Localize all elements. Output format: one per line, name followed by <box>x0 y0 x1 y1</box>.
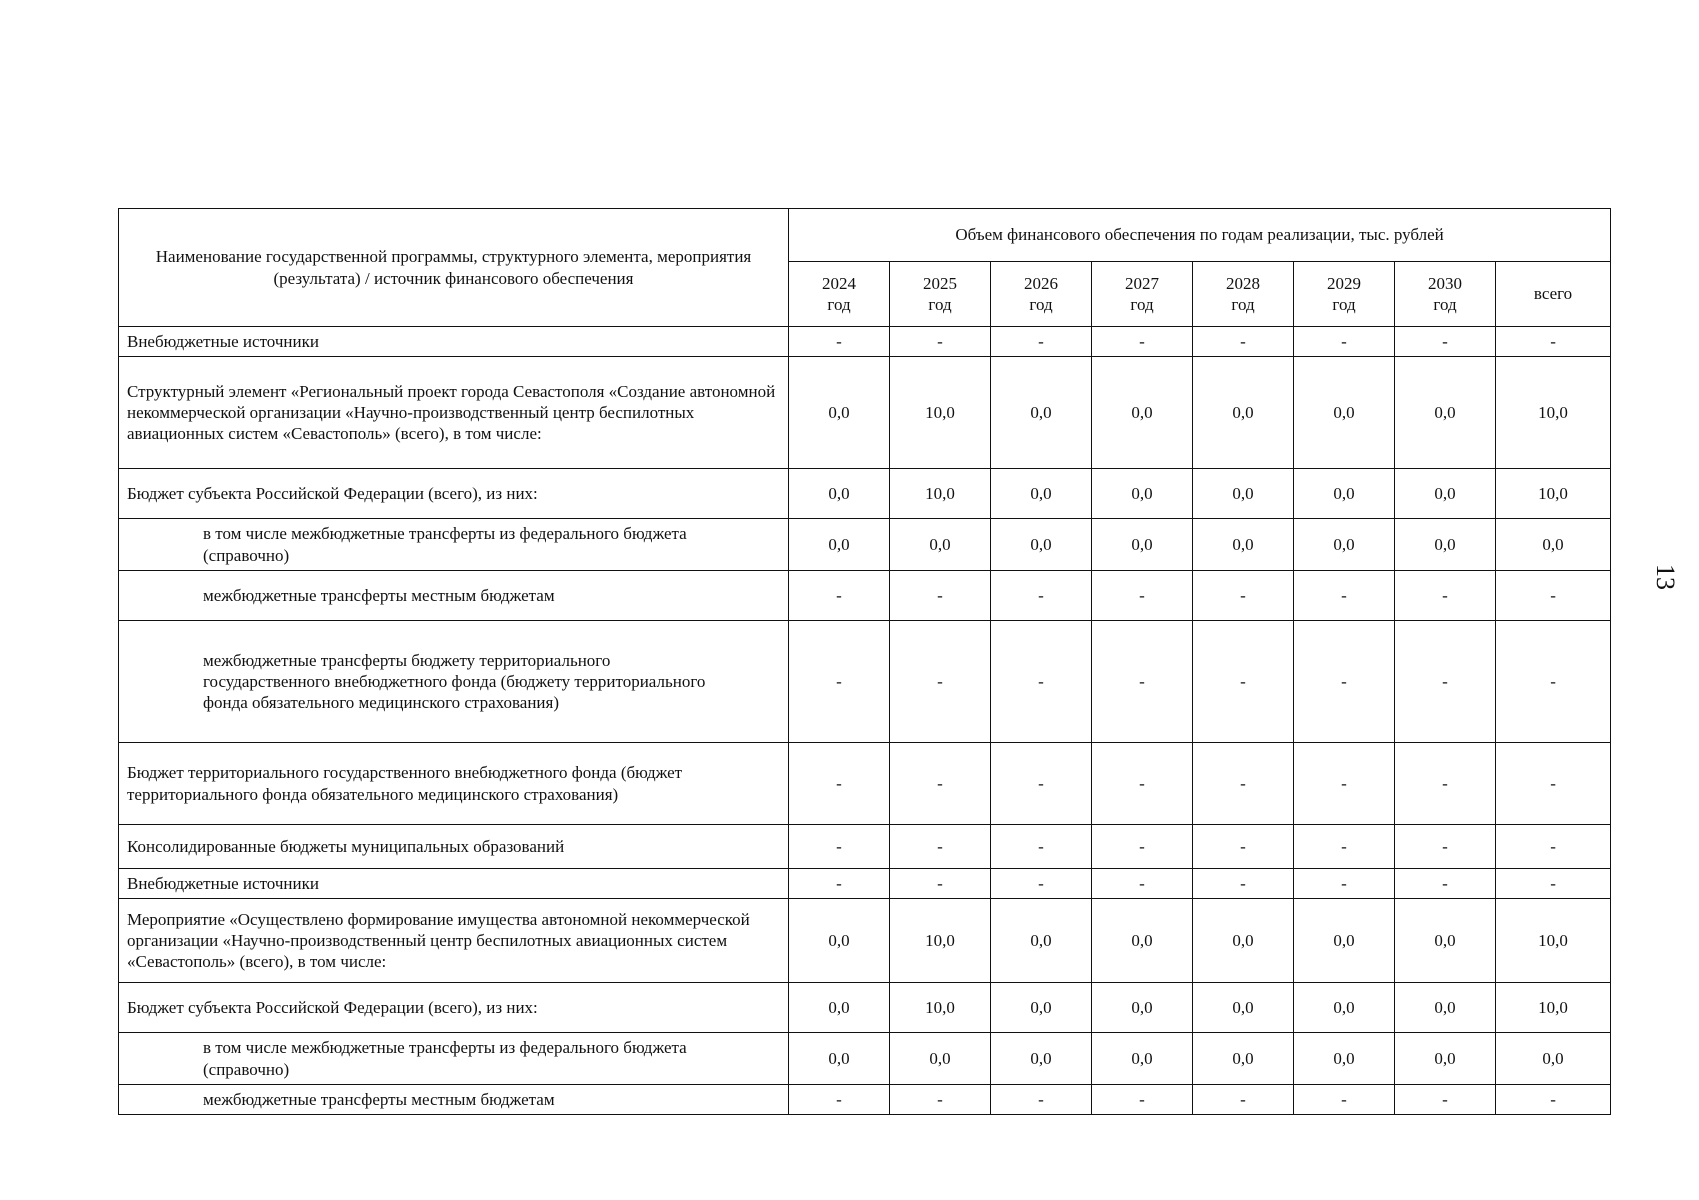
year-value-cell: - <box>890 1085 991 1115</box>
year-value-cell: - <box>1193 869 1294 899</box>
total-value-cell: - <box>1496 571 1611 621</box>
total-value-cell: - <box>1496 743 1611 825</box>
year-value-cell: 0,0 <box>1092 357 1193 469</box>
row-label: Бюджет территориального государственного внебюджетного фонда (бюджет территориального фонда обязательного медицинского страхования) <box>119 743 789 825</box>
total-value-cell: 0,0 <box>1496 519 1611 571</box>
total-header: всего <box>1496 262 1611 327</box>
row-label: Мероприятие «Осуществлено формирование имущества автономной некоммерческой организации «Научно-производственный центр беспилотных авиационных систем «Севастополь» (всего), в том числе: <box>119 899 789 983</box>
year-value-cell: - <box>1092 743 1193 825</box>
year-value-cell: - <box>1092 571 1193 621</box>
year-value-cell: - <box>1294 825 1395 869</box>
table-row <box>119 621 1611 743</box>
year-header-2029: 2029 год <box>1294 262 1395 327</box>
year-value-cell: 10,0 <box>890 357 991 469</box>
table-row <box>119 519 1611 571</box>
year-value-cell: 0,0 <box>1294 469 1395 519</box>
year-value-cell: 0,0 <box>789 357 890 469</box>
year-value-cell: 0,0 <box>991 469 1092 519</box>
year-value-cell: 0,0 <box>991 1033 1092 1085</box>
year-header-2026: 2026 год <box>991 262 1092 327</box>
year-header-2027: 2027 год <box>1092 262 1193 327</box>
year-value-cell: - <box>1395 743 1496 825</box>
year-value-cell: 0,0 <box>991 983 1092 1033</box>
year-value-cell: - <box>991 621 1092 743</box>
year-value-cell: - <box>1193 825 1294 869</box>
row-label: в том числе межбюджетные трансферты из федерального бюджета (справочно) <box>119 1033 789 1085</box>
year-value-cell: - <box>991 327 1092 357</box>
year-value-cell: 0,0 <box>1193 899 1294 983</box>
year-value-cell: - <box>1092 327 1193 357</box>
year-value-cell: 0,0 <box>991 899 1092 983</box>
table-row <box>119 327 1611 357</box>
year-value-cell: 0,0 <box>1193 983 1294 1033</box>
year-value-cell: 0,0 <box>1395 1033 1496 1085</box>
year-header-2024: 2024 год <box>789 262 890 327</box>
year-value-cell: 0,0 <box>1193 519 1294 571</box>
year-value-cell: - <box>1193 743 1294 825</box>
year-value-cell: - <box>1092 869 1193 899</box>
total-value-cell: - <box>1496 1085 1611 1115</box>
year-value-cell: 0,0 <box>991 357 1092 469</box>
total-value-cell: - <box>1496 621 1611 743</box>
year-value-cell: 0,0 <box>1092 519 1193 571</box>
header-row-top <box>119 209 1611 262</box>
year-value-cell: - <box>789 327 890 357</box>
row-label: Консолидированные бюджеты муниципальных образований <box>119 825 789 869</box>
year-value-cell: - <box>1294 743 1395 825</box>
year-value-cell: - <box>1092 825 1193 869</box>
year-value-cell: 0,0 <box>1193 469 1294 519</box>
year-value-cell: - <box>789 621 890 743</box>
year-value-cell: - <box>991 869 1092 899</box>
row-label: межбюджетные трансферты местным бюджетам <box>119 571 789 621</box>
year-value-cell: - <box>1395 621 1496 743</box>
year-value-cell: - <box>1395 1085 1496 1115</box>
year-value-cell: 0,0 <box>1395 469 1496 519</box>
table-row <box>119 825 1611 869</box>
year-value-cell: 0,0 <box>1395 357 1496 469</box>
year-value-cell: 0,0 <box>1395 519 1496 571</box>
total-value-cell: 10,0 <box>1496 983 1611 1033</box>
year-value-cell: - <box>1395 327 1496 357</box>
year-value-cell: 0,0 <box>1294 519 1395 571</box>
year-header-2030: 2030 год <box>1395 262 1496 327</box>
year-value-cell: - <box>1294 571 1395 621</box>
year-value-cell: - <box>991 1085 1092 1115</box>
financing-volume-header: Объем финансового обеспечения по годам реализации, тыс. рублей <box>789 209 1611 262</box>
year-value-cell: - <box>1294 1085 1395 1115</box>
year-header-2025: 2025 год <box>890 262 991 327</box>
year-value-cell: 0,0 <box>1092 899 1193 983</box>
year-value-cell: - <box>1092 1085 1193 1115</box>
year-value-cell: - <box>890 571 991 621</box>
page-number: 13 <box>1651 564 1680 590</box>
year-value-cell: - <box>1294 621 1395 743</box>
table-row <box>119 1033 1611 1085</box>
financing-table <box>118 208 1611 1115</box>
year-value-cell: 0,0 <box>991 519 1092 571</box>
year-value-cell: 0,0 <box>789 899 890 983</box>
table-row <box>119 743 1611 825</box>
table-row <box>119 899 1611 983</box>
year-value-cell: 0,0 <box>1092 469 1193 519</box>
year-value-cell: - <box>1395 571 1496 621</box>
table-row <box>119 469 1611 519</box>
year-value-cell: - <box>1193 1085 1294 1115</box>
financing-table-container <box>118 208 1610 1115</box>
year-value-cell: - <box>1294 869 1395 899</box>
year-value-cell: 0,0 <box>1294 1033 1395 1085</box>
financing-table-body <box>119 327 1611 1115</box>
year-value-cell: 0,0 <box>1092 1033 1193 1085</box>
year-value-cell: 0,0 <box>789 519 890 571</box>
year-value-cell: 0,0 <box>1193 357 1294 469</box>
year-value-cell: - <box>789 1085 890 1115</box>
row-label: в том числе межбюджетные трансферты из федерального бюджета (справочно) <box>119 519 789 571</box>
total-value-cell: 10,0 <box>1496 469 1611 519</box>
row-label: Бюджет субъекта Российской Федерации (всего), из них: <box>119 469 789 519</box>
year-value-cell: 0,0 <box>1294 899 1395 983</box>
table-row <box>119 357 1611 469</box>
row-label: межбюджетные трансферты местным бюджетам <box>119 1085 789 1115</box>
year-value-cell: 0,0 <box>1193 1033 1294 1085</box>
year-value-cell: - <box>890 743 991 825</box>
year-value-cell: - <box>1193 621 1294 743</box>
year-value-cell: - <box>991 571 1092 621</box>
year-value-cell: - <box>890 825 991 869</box>
total-value-cell: - <box>1496 825 1611 869</box>
year-value-cell: - <box>789 571 890 621</box>
year-value-cell: - <box>1092 621 1193 743</box>
year-header-2028: 2028 год <box>1193 262 1294 327</box>
total-value-cell: 0,0 <box>1496 1033 1611 1085</box>
year-value-cell: 0,0 <box>789 983 890 1033</box>
year-value-cell: - <box>1193 571 1294 621</box>
year-value-cell: 0,0 <box>789 1033 890 1085</box>
year-value-cell: 10,0 <box>890 899 991 983</box>
year-value-cell: - <box>890 869 991 899</box>
year-value-cell: - <box>890 621 991 743</box>
year-value-cell: - <box>991 825 1092 869</box>
name-column-header: Наименование государственной программы, структурного элемента, мероприятия (результата) / источник финансового обеспечения <box>119 209 789 327</box>
total-value-cell: 10,0 <box>1496 357 1611 469</box>
year-value-cell: - <box>1193 327 1294 357</box>
year-value-cell: 0,0 <box>1294 357 1395 469</box>
row-label: межбюджетные трансферты бюджету территориального государственного внебюджетного фонда (бюджету территориального фонда обязательного медицинского страхования) <box>119 621 789 743</box>
row-label: Внебюджетные источники <box>119 869 789 899</box>
year-value-cell: - <box>789 743 890 825</box>
table-row <box>119 1085 1611 1115</box>
year-value-cell: - <box>890 327 991 357</box>
year-value-cell: 10,0 <box>890 469 991 519</box>
year-value-cell: - <box>1395 869 1496 899</box>
year-value-cell: 0,0 <box>1092 983 1193 1033</box>
year-value-cell: - <box>1395 825 1496 869</box>
row-label: Бюджет субъекта Российской Федерации (всего), из них: <box>119 983 789 1033</box>
year-value-cell: 0,0 <box>890 1033 991 1085</box>
row-label: Структурный элемент «Региональный проект города Севастополя «Создание автономной некоммерческой организации «Научно-производственный центр беспилотных авиационных систем «Севастополь» (всего), в том числе: <box>119 357 789 469</box>
year-value-cell: 0,0 <box>1395 983 1496 1033</box>
year-value-cell: 0,0 <box>890 519 991 571</box>
total-value-cell: - <box>1496 869 1611 899</box>
year-value-cell: 0,0 <box>1294 983 1395 1033</box>
year-value-cell: 0,0 <box>1395 899 1496 983</box>
year-value-cell: - <box>1294 327 1395 357</box>
table-row <box>119 571 1611 621</box>
year-value-cell: - <box>991 743 1092 825</box>
table-row <box>119 983 1611 1033</box>
table-row <box>119 869 1611 899</box>
year-value-cell: - <box>789 825 890 869</box>
row-label: Внебюджетные источники <box>119 327 789 357</box>
total-value-cell: - <box>1496 327 1611 357</box>
year-value-cell: 10,0 <box>890 983 991 1033</box>
year-value-cell: - <box>789 869 890 899</box>
total-value-cell: 10,0 <box>1496 899 1611 983</box>
year-value-cell: 0,0 <box>789 469 890 519</box>
